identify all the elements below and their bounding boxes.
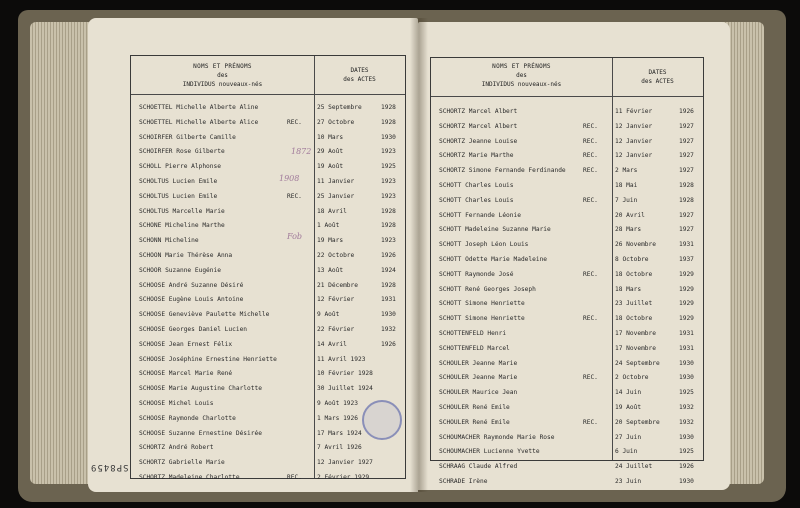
entry-year: 1931 xyxy=(679,241,694,249)
entry-date: 6 Juin xyxy=(615,448,638,456)
register-row xyxy=(431,311,703,326)
register-row xyxy=(431,148,703,163)
entry-rec-mark: REC. xyxy=(287,474,302,481)
entry-year: 1929 xyxy=(679,315,694,323)
register-row xyxy=(131,130,405,145)
entry-date: 23 Juillet xyxy=(615,300,653,308)
entry-date: 17 Novembre xyxy=(615,330,656,337)
entry-year: 1927 xyxy=(679,122,694,130)
dates-header xyxy=(314,66,405,84)
entry-rec-mark: REC. xyxy=(583,137,598,145)
register-row xyxy=(131,189,405,204)
entry-date: 10 Février 1928 xyxy=(317,370,373,378)
entry-date: 22 Février xyxy=(317,326,355,333)
register-row xyxy=(431,400,703,415)
header-divider xyxy=(431,96,703,97)
entry-name: SCHOOSE Geneviève Paulette Michelle xyxy=(139,311,270,319)
entry-name: SCHOOSE Marcel Marie René xyxy=(139,370,233,378)
entry-date: 20 Avril xyxy=(615,211,645,219)
entry-date: 18 Mars xyxy=(615,285,642,293)
register-row xyxy=(431,282,703,297)
register-row xyxy=(431,252,703,267)
entry-date: 10 Mars xyxy=(317,133,344,141)
entry-name: SCHOETTEL Michelle Alberte Alice xyxy=(139,118,259,126)
dates-header-title: DATES xyxy=(648,69,667,76)
entry-name: SCHORTZ Marie Marthe xyxy=(439,152,514,160)
entry-name: SCHOTTENFELD Marcel xyxy=(439,344,510,352)
register-row xyxy=(131,307,405,322)
entry-date: 28 Mars xyxy=(615,226,642,234)
entry-name: SCHORTZ Marcel Albert xyxy=(439,108,518,115)
entry-date: 19 Mars xyxy=(317,237,344,245)
entry-year: 1930 xyxy=(679,359,694,367)
entry-date: 27 Juin xyxy=(615,433,642,441)
entry-date: 13 Août xyxy=(317,266,344,274)
entry-name: SCHOULER Jeanne Marie xyxy=(439,374,518,382)
entry-date: 12 Janvier xyxy=(615,122,653,130)
dates-header-title: DATES xyxy=(350,67,369,74)
entry-name: SCHOTT René Georges Joseph xyxy=(439,285,536,293)
register-row xyxy=(131,470,405,485)
entry-date: 1 Août xyxy=(317,222,340,230)
entry-date: 19 Août xyxy=(615,404,642,411)
entry-name: SCHOTTENFELD Henri xyxy=(439,330,507,337)
entry-year: 1930 xyxy=(381,311,396,319)
register-row xyxy=(131,233,405,248)
register-row xyxy=(131,322,405,337)
entry-name: SCHORTZ André Robert xyxy=(139,444,214,452)
entry-name: SCHOTT Charles Louis xyxy=(439,196,514,204)
entry-name: SCHOOSE Marie Augustine Charlotte xyxy=(139,385,262,393)
entry-name: SCHOOSE Georges Daniel Lucien xyxy=(139,326,248,333)
entry-name: SCHOOR Suzanne Eugénie xyxy=(139,266,221,274)
entry-name: SCHOOSE Joséphine Ernestine Henriette xyxy=(139,355,277,363)
entry-date: 25 Septembre xyxy=(317,104,362,111)
entry-name: SCHOLTUS Lucien Emile xyxy=(139,178,218,185)
register-row xyxy=(431,341,703,356)
entry-name: SCHOOSE André Suzanne Désiré xyxy=(139,281,244,289)
book-gutter xyxy=(410,18,428,492)
names-header-title: NOMS ET PRÉNOMS xyxy=(193,63,252,70)
margin-note: 1908 xyxy=(279,174,300,183)
entry-date: 19 Août xyxy=(317,163,344,171)
entry-year: 1927 xyxy=(679,226,694,234)
entry-name: SCHOTT Odette Marie Madeleine xyxy=(439,256,548,263)
dates-header-sub: des ACTES xyxy=(641,78,674,85)
register-row xyxy=(431,222,703,237)
register-row xyxy=(431,459,703,474)
entry-date: 14 Avril xyxy=(317,340,347,348)
register-row xyxy=(131,337,405,352)
entry-year: 1924 xyxy=(381,266,396,274)
entry-date: 17 Mars 1924 xyxy=(317,429,362,437)
names-header xyxy=(131,62,314,89)
entry-name: SCHOIRFER Rose Gilberte xyxy=(139,148,225,156)
entry-year: 1925 xyxy=(679,389,694,397)
entry-year: 1927 xyxy=(679,211,694,219)
entry-name: SCHOTT Simone Henriette xyxy=(439,300,525,308)
register-row xyxy=(131,115,405,130)
entry-date: 7 Juin xyxy=(615,196,638,204)
entry-year: 1923 xyxy=(381,148,396,156)
register-row xyxy=(431,163,703,178)
entry-name: SCHOON Marie Thérèse Anna xyxy=(139,252,233,259)
entry-year: 1930 xyxy=(679,433,694,441)
entry-date: 12 Janvier 1927 xyxy=(317,459,373,467)
entry-year: 1929 xyxy=(679,285,694,293)
entry-year: 1926 xyxy=(679,108,694,115)
entry-rec-mark: REC. xyxy=(287,192,302,200)
entry-year: 1931 xyxy=(679,330,694,337)
entry-date: 11 Avril 1923 xyxy=(317,355,366,363)
entry-name: SCHOUMACHER Lucienne Yvette xyxy=(439,448,540,456)
register-row xyxy=(431,208,703,223)
entry-date: 14 Juin xyxy=(615,389,642,397)
entry-year: 1932 xyxy=(381,326,396,333)
entry-date: 30 Juillet 1924 xyxy=(317,385,373,393)
margin-note: 1872 xyxy=(291,147,312,156)
entry-year: 1930 xyxy=(381,133,396,141)
entry-name: SCHOOSE Eugène Louis Antoine xyxy=(139,296,244,304)
names-header-des: des xyxy=(217,72,228,79)
entry-year: 1923 xyxy=(381,237,396,245)
entry-name: SCHORTZ Jeanne Louise xyxy=(439,137,518,145)
register-row xyxy=(131,144,405,159)
entry-date: 22 Octobre xyxy=(317,252,355,259)
entry-year: 1928 xyxy=(381,118,396,126)
register-row xyxy=(131,352,405,367)
entry-date: 11 Février xyxy=(615,108,653,115)
call-number: SP8459 xyxy=(90,462,129,472)
entry-date: 9 Août xyxy=(317,311,340,319)
entry-date: 18 Avril xyxy=(317,207,347,215)
register-row xyxy=(131,366,405,381)
archive-stamp xyxy=(362,400,402,440)
entry-rec-mark: REC. xyxy=(583,122,598,130)
entry-date: 18 Octobre xyxy=(615,315,653,323)
register-row xyxy=(431,444,703,459)
entry-name: SCHOTT Joseph Léon Louis xyxy=(439,241,529,249)
entry-date: 18 Octobre xyxy=(615,270,653,278)
entry-year: 1929 xyxy=(679,270,694,278)
register-row xyxy=(131,218,405,233)
entry-date: 12 Janvier xyxy=(615,152,653,160)
entry-date: 18 Mai xyxy=(615,182,638,189)
margin-note: Fob xyxy=(287,232,303,241)
entry-name: SCHORTZ Madeleine Charlotte xyxy=(139,474,240,481)
register-row xyxy=(131,174,405,189)
entry-year: 1932 xyxy=(679,404,694,411)
names-header-individus: INDIVIDUS nouveaux-nés xyxy=(182,81,263,88)
entry-name: SCHORTZ Gabrielle Marie xyxy=(139,459,225,467)
entry-year: 1932 xyxy=(679,418,694,426)
entry-name: SCHOTT Raymonde José xyxy=(439,270,514,278)
entry-date: 7 Avril 1926 xyxy=(317,444,362,452)
register-row xyxy=(431,430,703,445)
entry-name: SCHOOSE Jean Ernest Félix xyxy=(139,340,233,348)
register-row xyxy=(431,237,703,252)
entry-date: 17 Novembre xyxy=(615,344,656,352)
entry-year: 1926 xyxy=(381,340,396,348)
register-row xyxy=(431,134,703,149)
entry-date: 8 Octobre xyxy=(615,256,649,263)
entry-date: 2 Octobre xyxy=(615,374,649,382)
entry-year: 1925 xyxy=(679,448,694,456)
entry-name: SCHOOSE Michel Louis xyxy=(139,400,214,407)
entry-year: 1931 xyxy=(679,344,694,352)
entry-date: 12 Janvier xyxy=(615,137,653,145)
register-row xyxy=(131,204,405,219)
names-header-des: des xyxy=(516,72,527,79)
entry-date: 26 Novembre xyxy=(615,241,656,249)
entry-year: 1925 xyxy=(381,163,396,171)
entry-name: SCHOTT Charles Louis xyxy=(439,182,514,189)
entry-year: 1926 xyxy=(679,463,694,471)
entry-year: 1928 xyxy=(381,104,396,111)
entry-date: 11 Janvier xyxy=(317,178,355,185)
dates-header xyxy=(612,68,703,86)
entry-name: SCHOIRFER Gilberte Camille xyxy=(139,133,236,141)
register-row xyxy=(131,440,405,455)
entry-name: SCHOUMACHER Raymonde Marie Rose xyxy=(439,433,555,441)
register-row xyxy=(431,104,703,119)
entry-year: 1937 xyxy=(679,256,694,263)
entry-year: 1927 xyxy=(679,152,694,160)
register-row xyxy=(131,278,405,293)
entry-name: SCHORTZ Simone Fernande Ferdinande xyxy=(439,167,566,175)
entry-year: 1926 xyxy=(381,252,396,259)
entry-date: 2 Février 1929 xyxy=(317,474,370,481)
register-row xyxy=(431,415,703,430)
entry-name: SCHOOSE Raymonde Charlotte xyxy=(139,414,236,422)
entry-date: 20 Septembre xyxy=(615,418,660,426)
entry-name: SCHONE Micheline Marthe xyxy=(139,222,225,230)
entry-year: 1928 xyxy=(381,281,396,289)
entry-year: 1927 xyxy=(679,167,694,175)
entry-name: SCHOULER Maurice Jean xyxy=(439,389,518,397)
entry-year: 1930 xyxy=(679,478,694,485)
entry-year: 1931 xyxy=(381,296,396,304)
entry-year: 1930 xyxy=(679,374,694,382)
register-row xyxy=(131,248,405,263)
entry-rec-mark: REC. xyxy=(583,152,598,160)
entry-year: 1923 xyxy=(381,178,396,185)
entry-name: SCHOLTUS Marcelle Marie xyxy=(139,207,225,215)
entry-date: 1 Mars 1926 xyxy=(317,414,358,422)
entry-name: SCHOULER Jeanne Marie xyxy=(439,359,518,367)
register-row xyxy=(431,326,703,341)
entry-rec-mark: REC. xyxy=(287,118,302,126)
entry-date: 27 Octobre xyxy=(317,118,355,126)
entry-date: 2 Mars xyxy=(615,167,638,175)
names-header-individus: INDIVIDUS nouveaux-nés xyxy=(481,81,562,88)
register-row xyxy=(131,263,405,278)
entry-date: 9 Août 1923 xyxy=(317,400,358,407)
entry-rec-mark: REC. xyxy=(583,315,598,323)
dates-header-sub: des ACTES xyxy=(343,76,376,83)
register-row xyxy=(431,356,703,371)
register-row xyxy=(131,100,405,115)
right-register-table xyxy=(430,57,704,485)
header-divider xyxy=(131,94,405,95)
entry-date: 12 Février xyxy=(317,296,355,304)
entry-date: 24 Juillet xyxy=(615,463,653,471)
entry-rec-mark: REC. xyxy=(583,270,598,278)
entry-year: 1927 xyxy=(679,137,694,145)
entry-date: 25 Janvier xyxy=(317,192,355,200)
register-row xyxy=(131,455,405,470)
register-row xyxy=(431,296,703,311)
register-row xyxy=(131,381,405,396)
entry-name: SCHOETTEL Michelle Alberte Aline xyxy=(139,104,259,111)
entry-date: 23 Juin xyxy=(615,478,642,485)
register-row xyxy=(431,267,703,282)
register-row xyxy=(431,178,703,193)
entry-rec-mark: REC. xyxy=(583,196,598,204)
register-row xyxy=(431,119,703,134)
register-row xyxy=(431,385,703,400)
entry-name: SCHOOSE Suzanne Ernestine Désirée xyxy=(139,429,262,437)
register-row xyxy=(131,292,405,307)
register-row xyxy=(431,370,703,385)
entry-name: SCHONN Micheline xyxy=(139,237,199,245)
entry-year: 1928 xyxy=(679,196,694,204)
entry-name: SCHORTZ Marcel Albert xyxy=(439,122,518,130)
names-header-title: NOMS ET PRÉNOMS xyxy=(492,63,551,70)
entry-year: 1928 xyxy=(381,207,396,215)
entry-date: 24 Septembre xyxy=(615,359,660,367)
entry-name: SCHOULER René Emile xyxy=(439,404,510,411)
entry-date: 21 Décembre xyxy=(317,281,358,289)
entry-name: SCHOLL Pierre Alphonse xyxy=(139,163,221,171)
names-header xyxy=(431,62,612,89)
entry-name: SCHOTT Fernande Léonie xyxy=(439,211,521,219)
entry-year: 1929 xyxy=(679,300,694,308)
entry-year: 1928 xyxy=(381,222,396,230)
entry-name: SCHOTT Madeleine Suzanne Marie xyxy=(439,226,551,234)
entry-date: 29 Août xyxy=(317,148,344,156)
entry-rec-mark: REC. xyxy=(583,418,598,426)
entry-rec-mark: REC. xyxy=(583,374,598,382)
entry-rec-mark: REC. xyxy=(583,167,598,175)
entry-name: SCHOLTUS Lucien Emile xyxy=(139,192,218,200)
entry-year: 1928 xyxy=(679,182,694,189)
entry-name: SCHRAAG Claude Alfred xyxy=(439,463,518,471)
entry-name: SCHOTT Simone Henriette xyxy=(439,315,525,323)
entry-name: SCHRADE Irène xyxy=(439,478,488,485)
entry-year: 1923 xyxy=(381,192,396,200)
register-row xyxy=(131,159,405,174)
register-row xyxy=(431,474,703,489)
entry-name: SCHOULER René Emile xyxy=(439,418,510,426)
register-row xyxy=(431,193,703,208)
